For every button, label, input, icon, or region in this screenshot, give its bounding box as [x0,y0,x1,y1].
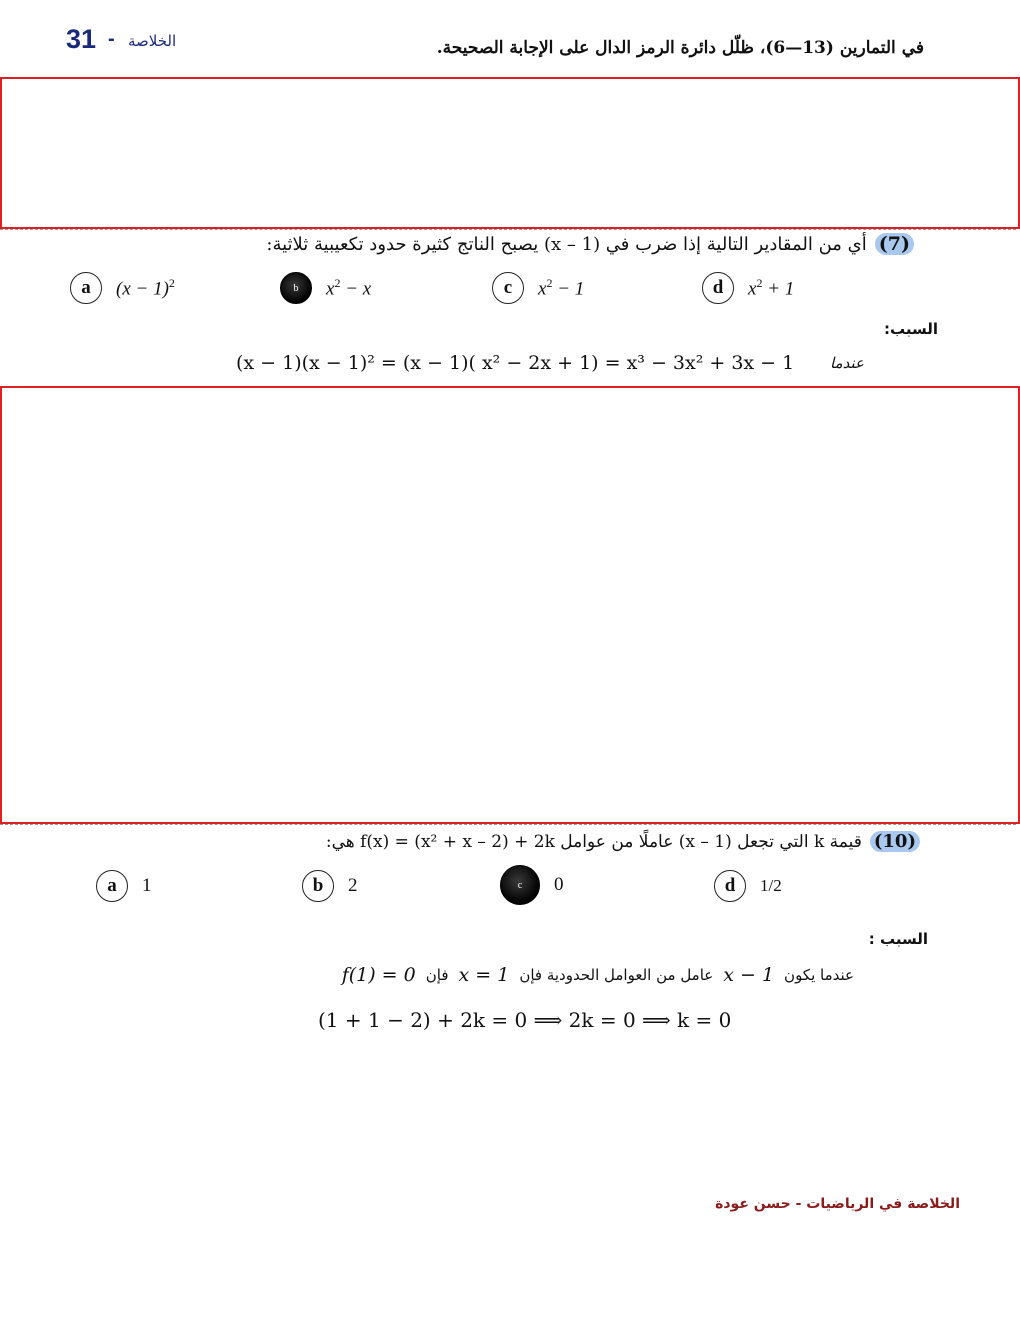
option-c[interactable]: c $x^2 - 1$ [492,272,584,304]
option-circle[interactable]: c [492,272,524,304]
option-d[interactable]: d $x^2 + 1$ [702,272,794,304]
option-circle-selected[interactable]: c [500,865,540,905]
option-circle-selected[interactable]: b [280,272,312,304]
reason-text: فإن [425,966,449,984]
option-expr: x [538,278,547,300]
book-label: الخلاصة [128,32,177,50]
option-a[interactable] [96,870,152,902]
option-value: 1/2 [760,876,782,895]
reason-equation: (x − 1)(x − 1)² = (x − 1)( x² − 2x + 1) = x³ − 3x² + 3x − 1 [236,352,795,374]
reason-label: السبب : [868,930,928,948]
option-circle[interactable]: a [70,272,102,304]
page-number: 31 [66,24,97,54]
reason-math: x = 1 [458,964,510,986]
option-value: 2 [348,875,358,896]
option-expr: x [748,278,757,300]
question-number-badge: (7) [875,233,914,255]
option-circle[interactable]: d [714,870,746,902]
exercise-instruction: في التمارين (13—6)، ظلّل دائرة الرمز الدال على الإجابة الصحيحة. [436,38,924,58]
question-number-badge: (10) [870,831,920,852]
question-text: أي من المقادير التالية إذا ضرب في (1 – x) يصبح الناتج كثيرة حدود تكعيبية ثلاثية: [266,233,867,255]
separator-line [0,229,1016,230]
reason-math: x − 1 [723,964,775,986]
option-c[interactable] [500,865,564,905]
reason-prefix: عندما [830,354,864,372]
option-expr: (x − 1) [116,278,169,300]
redacted-region-middle [0,386,1020,824]
option-a[interactable]: a $(x - 1)^2$ [70,272,175,304]
header-dash: - [108,28,115,50]
question-text: قيمة k التي تجعل (x – 1) عاملًا من عوامل f(x) = (x² + x – 2) + 2k هي: [325,831,862,852]
option-circle[interactable]: d [702,272,734,304]
reason-equation: (1 + 1 − 2) + 2k = 0 ⟹ 2k = 0 ⟹ k = 0 [318,1008,732,1032]
reason-text: عندما يكون [784,966,854,984]
reason-math: f(1) = 0 [341,964,416,986]
redacted-region-top [0,77,1020,229]
question-10 [326,831,920,852]
separator-line [0,824,1016,825]
footer-credit: الخلاصة في الرياضيات - حسن عودة [715,1196,960,1212]
option-value: 1 [142,875,152,896]
option-circle[interactable]: a [96,870,128,902]
reason-text: عامل من العوامل الحدودية فإن [519,966,714,984]
option-b[interactable]: b $x^2 - x$ [280,272,371,304]
reason-label: السبب: [883,320,938,338]
option-expr: x [326,278,335,300]
option-value: 0 [554,874,564,895]
option-b[interactable] [302,870,358,902]
option-d[interactable] [714,870,782,902]
question-7 [266,233,914,255]
option-circle[interactable]: b [302,870,334,902]
reason-sentence [234,964,854,986]
